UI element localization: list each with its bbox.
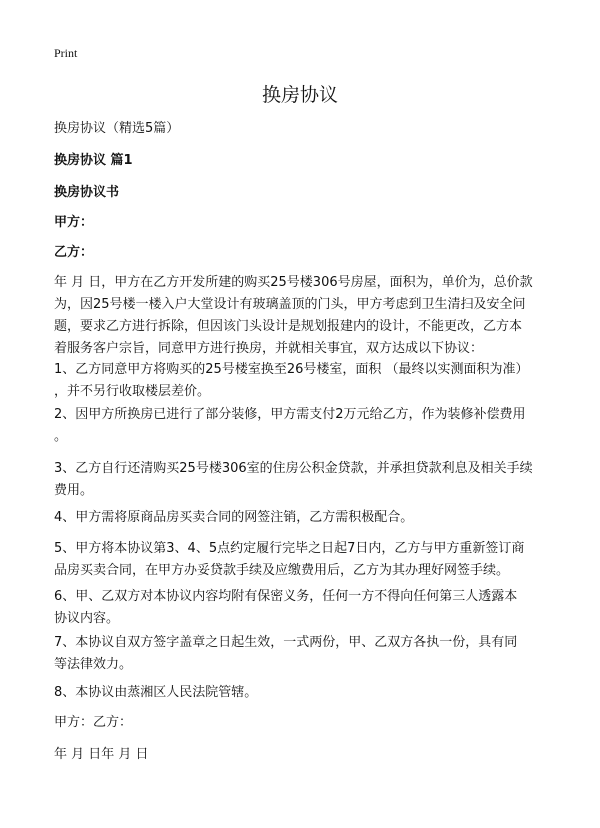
clause-line: 6、甲、乙双方对本协议内容均附有保密义务，任何一方不得向任何第三人透露本	[54, 589, 518, 604]
clause-line: 费用。	[54, 483, 94, 498]
clause-line: 8、本协议由蒸湘区人民法院管辖。	[54, 685, 258, 700]
clause-5	[54, 538, 554, 582]
intro-line: 着服务客户宗旨，同意甲方进行换房，并就相关事宜，双方达成以下协议：	[54, 341, 484, 356]
intro-paragraph	[54, 272, 554, 360]
intro-line: 为，因25号楼一楼入户大堂设计有玻璃盖顶的门头，甲方考虑到卫生清扫及安全问	[54, 297, 526, 312]
clause-line: 5、甲方将本协议第3、4、5点约定履行完毕之日起7日内，乙方与甲方重新签订商	[54, 541, 525, 556]
clause-7	[54, 632, 554, 676]
clause-4	[54, 507, 554, 529]
clause-2	[54, 404, 554, 448]
document-title: 换房协议	[261, 84, 338, 106]
section-heading: 换房协议 篇1	[54, 153, 133, 168]
clause-line: 等法律效力。	[54, 657, 133, 672]
document-subtitle: 换房协议（精选5篇）	[54, 121, 180, 136]
clause-line: 。	[54, 429, 68, 444]
intro-line: 年 月 日，甲方在乙方开发所建的购买25号楼306号房屋，面积为，单价为，总价款	[54, 275, 533, 290]
date-line: 年 月 日年 月 日	[54, 747, 149, 762]
agreement-heading: 换房协议书	[54, 185, 120, 200]
clause-8	[54, 682, 554, 704]
clause-1	[54, 359, 554, 403]
party-b-label: 乙方：	[54, 245, 94, 260]
clause-line: 品房买卖合同，在甲方办妥贷款手续及应缴费用后，乙方为其办理好网签手续。	[54, 563, 510, 578]
print-link[interactable]: Print	[54, 46, 78, 60]
clause-line: 1、乙方同意甲方将购买的25号楼室换至26号楼室，面积 （最终以实测面积为准）	[54, 362, 529, 377]
clause-line: ，并不另行收取楼层差价。	[54, 384, 211, 399]
clause-3	[54, 458, 554, 502]
clause-line: 3、乙方自行还清购买25号楼306室的住房公积金贷款，并承担贷款利息及相关手续	[54, 461, 533, 476]
signature-line: 甲方：乙方：	[54, 715, 133, 730]
party-a-label: 甲方：	[54, 215, 94, 230]
clause-line: 7、本协议自双方签字盖章之日起生效，一式两份，甲、乙双方各执一份，具有同	[54, 635, 518, 650]
clause-line: 2、因甲方所换房已进行了部分装修，甲方需支付2万元给乙方，作为装修补偿费用	[54, 407, 526, 422]
clause-line: 协议内容。	[54, 611, 120, 626]
clause-6	[54, 586, 554, 630]
intro-line: 题，要求乙方进行拆除，但因该门头设计是规划报建内的设计，不能更改，乙方本	[54, 319, 523, 334]
clause-line: 4、甲方需将原商品房买卖合同的网签注销，乙方需积极配合。	[54, 510, 414, 525]
